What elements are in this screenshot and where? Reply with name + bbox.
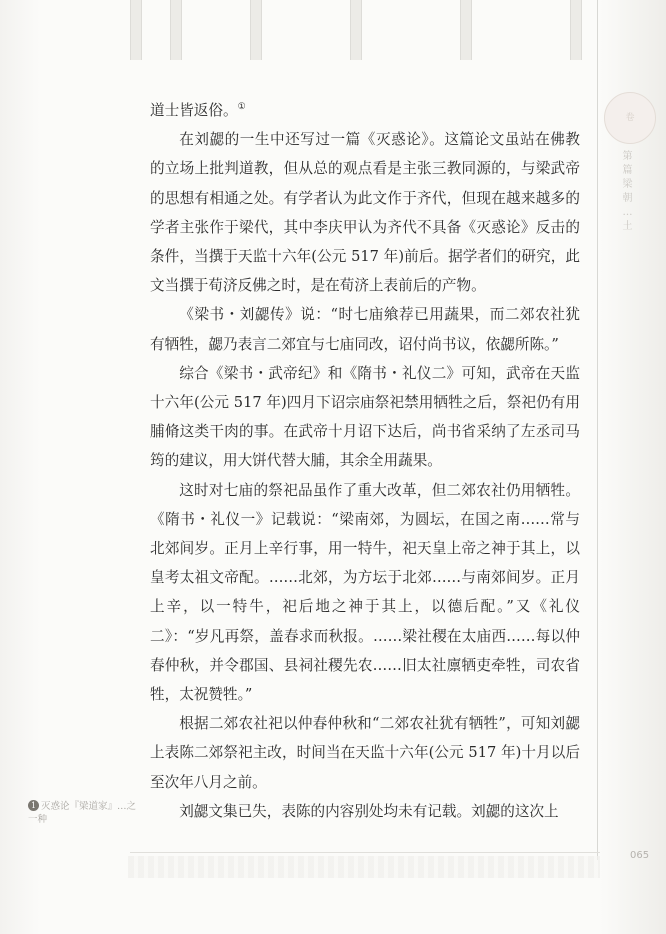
note-number-badge: 1 (28, 800, 39, 811)
side-tab-line: 土 (622, 221, 634, 232)
paragraph: 道士皆返俗。① (150, 102, 246, 119)
paragraph: 根据二郊农社祀以仲春仲秋和“二郊农社犹有牺牲”，可知刘勰上表陈二郊祭祀主改，时间当在天监十六年(公元 517 年)十月以后至次年八月之前。 (150, 715, 580, 791)
main-text-block (150, 96, 580, 826)
paragraph: 《梁书・刘勰传》说：“时七庙飨荐已用蔬果，而二郊农社犹有牺牲，勰乃表言二郊宜与七庙同改，诏付尚书议，依勰所陈。” (150, 306, 580, 353)
margin-rule (597, 0, 598, 860)
side-chapter-tab (606, 150, 650, 234)
faded-seal-stamp: 卷 (604, 92, 656, 144)
bottom-rule (130, 852, 600, 853)
paragraph: 刘勰文集已失，表陈的内容别处均未有记载。刘勰的这次上 (179, 802, 559, 820)
paragraph: 综合《梁书・武帝纪》和《隋书・礼仪二》可知，武帝在天监十六年(公元 517 年)四月下诏宗庙祭祀禁用牺牲之后，祭祀仍有用脯脩这类干肉的事。在武帝十月诏下达后，尚书省采纳了左丞司马筠的建议，用大饼代替大脯，其余全用蔬果。 (150, 364, 580, 470)
side-tab-line: … (622, 207, 634, 218)
paragraph: 在刘勰的一生中还写过一篇《灭惑论》。这篇论文虽站在佛教的立场上批判道教，但从总的观点看是主张三教同源的，与梁武帝的思想有相通之处。有学者认为此文作于齐代，但现在越来越多的学者主张作于梁代，其中李庆甲认为齐代不具备《灭惑论》反击的条件，当撰于天监十六年(公元 517 年)前后。据学者们的研究，此文当撰于荀济反佛之时，是在荀济上表前后的产物。 (150, 131, 580, 295)
top-decoration (130, 0, 590, 82)
side-tab-line: 梁 (622, 179, 634, 190)
page-number: 065 (630, 850, 650, 861)
side-tab-line: 第 (622, 151, 634, 162)
side-tab-line: 篇 (622, 165, 634, 176)
paragraph: 这时对七庙的祭祀品虽作了重大改革，但二郊农社仍用牺牲。《隋书・礼仪一》记载说：“梁南郊，为圆坛，在国之南……常与北郊间岁。正月上辛行事，用一特牛，祀天皇上帝之神于其上，以皇考太祖文帝配。……北郊，为方坛于北郊……与南郊间岁。正月上辛，以一特牛，祀后地之神于其上，以德后配。”又《礼仪二》：“岁凡再祭，盖春求而秋报。……梁社稷在太庙西……每以仲春仲秋，并令郡国、县祠社稷先农……旧太社廪牺吏牵牲，司农省牲，太祝赞牲。” (150, 481, 580, 704)
margin-note-text: 灭惑论『梁道家』…之一种 (28, 801, 137, 825)
margin-note (28, 800, 138, 826)
bottom-decoration (128, 856, 600, 878)
footnote-marker: ① (237, 102, 246, 113)
side-tab-line: 朝 (622, 193, 634, 204)
